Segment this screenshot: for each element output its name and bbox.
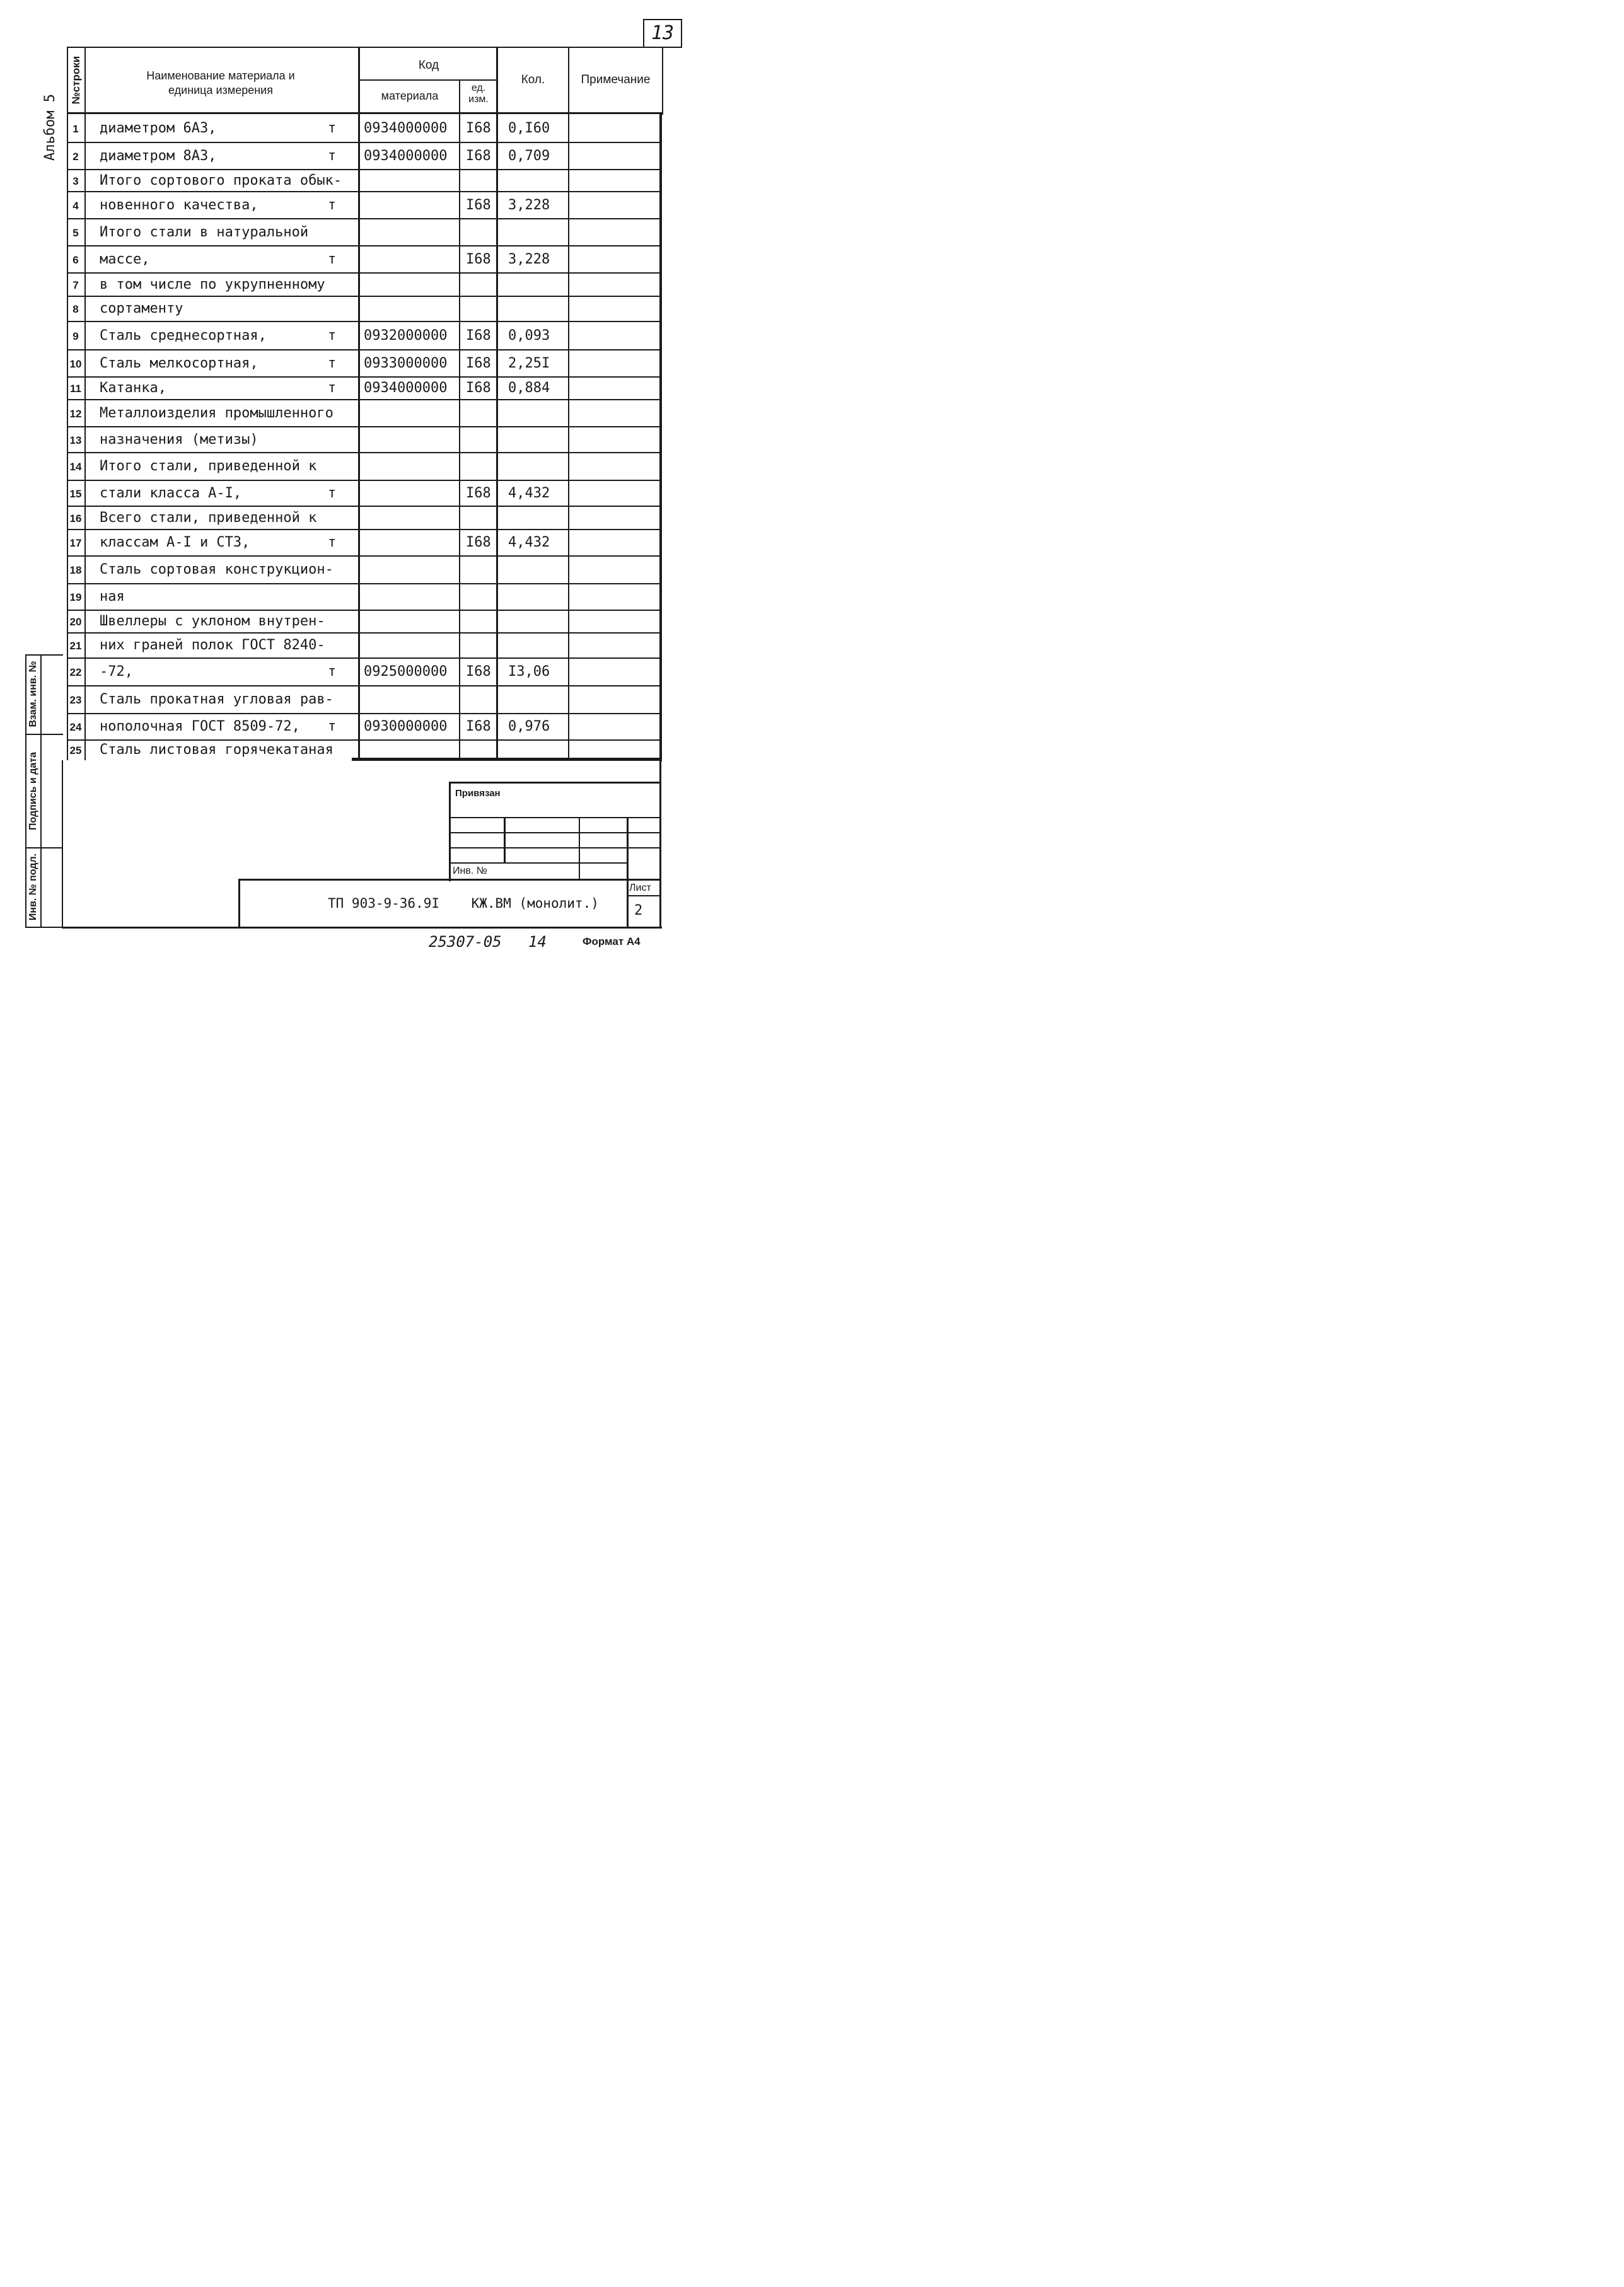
row-number: 3	[72, 175, 79, 187]
material-code: 0933000000	[364, 355, 448, 371]
row-separator	[67, 452, 662, 453]
row-number: 13	[69, 434, 82, 446]
row-number: 22	[69, 666, 82, 678]
material-name: Сталь мелкосортная,	[100, 355, 258, 371]
unit-of-measure: т	[328, 664, 337, 680]
material-code-header: материала	[381, 90, 439, 102]
material-name: новенного качества,	[100, 197, 258, 213]
material-name: Итого стали, приведенной к	[100, 458, 317, 474]
podpis-data-label: Подпись и дата	[28, 752, 38, 830]
row-number: 2	[72, 150, 79, 163]
unit-of-measure: т	[328, 120, 337, 136]
material-name: сортаменту	[100, 301, 183, 316]
unit-of-measure: т	[328, 197, 337, 213]
row-number: 24	[69, 721, 82, 733]
material-code: 0934000000	[364, 120, 448, 136]
code-header: Код	[418, 59, 439, 72]
material-name: Катанка,	[100, 380, 166, 396]
material-name: назначения (метизы)	[100, 431, 258, 448]
material-name: диаметром 8А3,	[100, 148, 217, 164]
unit-code: I68	[466, 380, 491, 396]
unit-header-line2: изм.	[468, 94, 489, 105]
unit-of-measure: т	[328, 485, 337, 501]
row-separator	[67, 426, 662, 427]
row-separator	[67, 218, 662, 219]
unit-code: I68	[466, 485, 491, 501]
row-separator	[67, 713, 662, 714]
row-separator	[67, 272, 662, 274]
row-number: 14	[69, 461, 82, 473]
row-separator	[67, 739, 662, 741]
row-number: 25	[69, 744, 82, 756]
material-name: Сталь прокатная угловая рав-	[100, 692, 334, 707]
row-number: 18	[69, 564, 82, 576]
row-number: 8	[72, 303, 79, 315]
row-number: 20	[69, 616, 82, 628]
quantity: 4,432	[508, 535, 550, 550]
material-code: 0925000000	[364, 664, 448, 680]
unit-of-measure: т	[328, 380, 337, 396]
row-separator	[67, 191, 662, 192]
material-name: Швеллеры с уклоном внутрен-	[100, 613, 325, 629]
row-separator	[67, 245, 662, 246]
unit-of-measure: т	[328, 251, 337, 267]
material-name: стали класса А-I,	[100, 485, 242, 501]
row-separator	[67, 685, 662, 686]
unit-code: I68	[466, 120, 491, 136]
material-name: Сталь среднесортная,	[100, 327, 267, 344]
quantity: 4,432	[508, 485, 550, 501]
quantity: 0,884	[508, 380, 550, 396]
row-separator	[67, 555, 662, 557]
row-number: 10	[69, 357, 82, 370]
quantity: 0,I60	[508, 120, 550, 136]
material-code: 0930000000	[364, 719, 448, 734]
quantity: 0,093	[508, 327, 550, 344]
unit-header-line1: ед.	[471, 83, 486, 93]
unit-code: I68	[466, 148, 491, 164]
handwritten-page: 14	[528, 933, 547, 951]
material-name: них граней полок ГОСТ 8240-	[100, 637, 325, 653]
note-header: Примечание	[581, 73, 651, 86]
unit-of-measure: т	[328, 148, 337, 164]
document-code: ТП 903-9-36.9I КЖ.ВМ (монолит.)	[328, 896, 599, 911]
row-number: 1	[72, 123, 79, 135]
page-number: 13	[643, 19, 682, 48]
qty-header: Кол.	[521, 73, 545, 86]
quantity: 0,976	[508, 719, 550, 734]
row-number: 12	[69, 407, 82, 420]
row-separator	[67, 657, 662, 659]
quantity: 3,228	[508, 251, 550, 267]
row-number: 6	[72, 253, 79, 266]
row-number: 15	[69, 487, 82, 500]
row-number: 16	[69, 512, 82, 524]
material-name: нополочная ГОСТ 8509-72,	[100, 719, 300, 734]
unit-code: I68	[466, 535, 491, 550]
row-separator	[67, 296, 662, 297]
quantity: 3,228	[508, 197, 550, 213]
sheet-number: 2	[634, 903, 643, 918]
unit-code: I68	[466, 197, 491, 213]
unit-code: I68	[466, 355, 491, 371]
material-name: Сталь сортовая конструкцион-	[100, 562, 334, 577]
row-number: 9	[72, 330, 79, 342]
material-name: Сталь листовая горячекатаная	[100, 742, 334, 758]
material-name: -72,	[100, 664, 133, 680]
row-number: 11	[70, 383, 81, 395]
name-header-line2: единица измерения	[168, 84, 273, 96]
row-number: 4	[72, 199, 79, 212]
row-number-header: №строки	[70, 55, 82, 105]
row-number: 17	[69, 537, 82, 549]
material-code: 0932000000	[364, 327, 448, 344]
unit-of-measure: т	[328, 719, 337, 734]
unit-of-measure: т	[328, 327, 337, 344]
row-separator	[67, 583, 662, 584]
privyazan-label: Привязан	[455, 788, 501, 799]
material-name: Итого стали в натуральной	[100, 224, 309, 240]
row-separator	[67, 349, 662, 350]
unit-code: I68	[466, 719, 491, 734]
row-separator	[67, 610, 662, 611]
row-separator	[67, 376, 662, 378]
material-name: ная	[100, 589, 125, 605]
row-separator	[67, 399, 662, 400]
row-separator	[67, 480, 662, 481]
inv-podl-label: Инв. № подл.	[28, 853, 38, 921]
row-separator	[67, 632, 662, 634]
album-label: Альбом 5	[42, 94, 58, 161]
row-number: 19	[69, 591, 82, 603]
material-code: 0934000000	[364, 148, 448, 164]
quantity: 0,709	[508, 148, 550, 164]
material-name: в том числе по укрупненному	[100, 276, 325, 292]
material-name: классам А-I и СТ3,	[100, 535, 250, 550]
unit-of-measure: т	[328, 355, 337, 371]
handwritten-number: 25307-05	[429, 933, 502, 951]
unit-code: I68	[466, 664, 491, 680]
quantity: I3,06	[508, 664, 550, 680]
unit-code: I68	[466, 327, 491, 344]
inv-no-label: Инв. №	[453, 866, 487, 876]
row-separator	[67, 506, 662, 507]
name-header-line1: Наименование материала и	[146, 69, 295, 82]
row-number: 23	[69, 694, 82, 706]
quantity: 2,25I	[508, 355, 550, 371]
material-name: Всего стали, приведенной к	[100, 509, 317, 526]
material-name: диаметром 6А3,	[100, 120, 217, 136]
row-separator	[67, 169, 662, 170]
unit-of-measure: т	[328, 535, 337, 550]
material-name: массе,	[100, 251, 150, 267]
row-separator	[67, 321, 662, 322]
row-number: 21	[69, 640, 82, 652]
unit-code: I68	[466, 251, 491, 267]
format-label: Формат А4	[583, 935, 641, 947]
vzam-inv-label: Взам. инв. №	[28, 661, 38, 727]
row-separator	[67, 529, 662, 530]
row-separator	[67, 142, 662, 143]
row-number: 7	[72, 279, 79, 291]
material-name: Итого сортового проката обык-	[100, 172, 342, 188]
material-name: Металлоизделия промышленного	[100, 405, 334, 421]
material-code: 0934000000	[364, 380, 448, 396]
sheet-label: Лист	[629, 883, 651, 893]
row-number: 5	[72, 226, 79, 239]
